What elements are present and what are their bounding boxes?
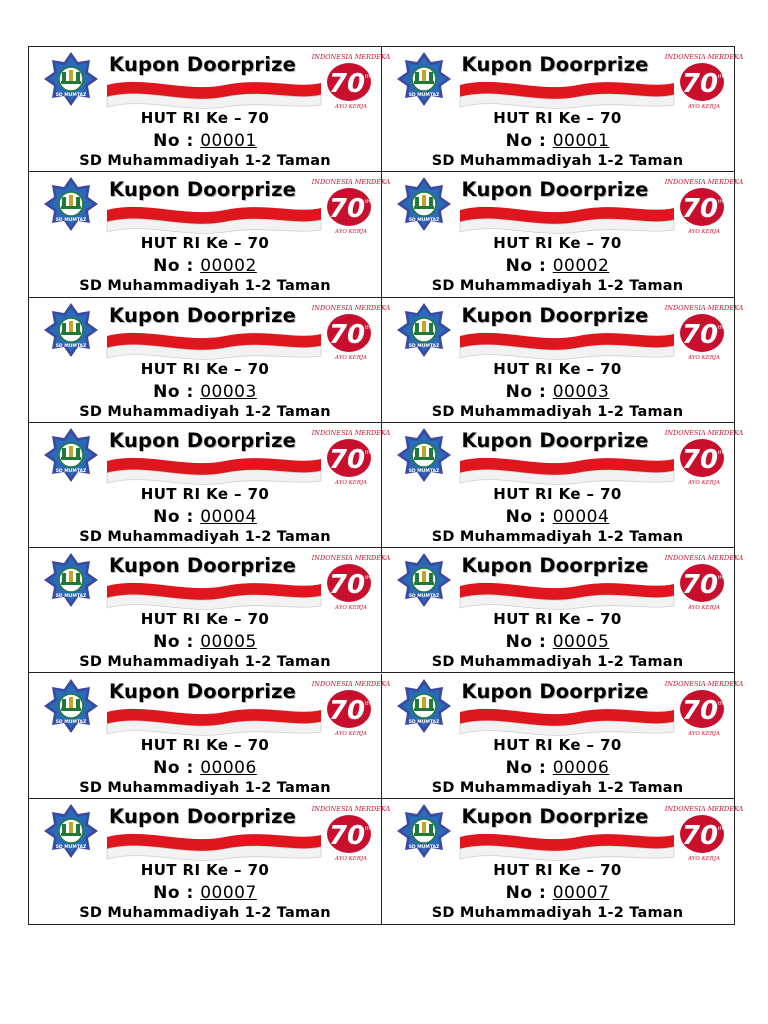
svg-text:INDONESIA MERDEKA: INDONESIA MERDEKA (664, 178, 743, 187)
coupon-number (382, 382, 734, 402)
svg-text:th: th (717, 575, 723, 582)
number-value: 00002 (552, 256, 610, 277)
coupon-number (382, 256, 734, 276)
svg-text:70: 70 (681, 194, 718, 225)
school-logo-icon (42, 553, 100, 607)
school-logo-icon (42, 679, 100, 733)
svg-text:AYO KERJA: AYO KERJA (687, 354, 720, 361)
event-name: HUT RI Ke – 70 (493, 860, 622, 879)
indonesia-merdeka-70-badge (664, 50, 743, 110)
coupon-title: Kupon Doorprize (461, 804, 649, 828)
doorprize-coupon-right (382, 47, 743, 172)
number-label: No : (505, 882, 553, 903)
svg-text:INDONESIA MERDEKA: INDONESIA MERDEKA (664, 679, 743, 688)
coupon-number (29, 507, 381, 527)
doorprize-coupon-left (29, 423, 391, 548)
svg-text:th: th (365, 575, 371, 582)
event-name: HUT RI Ke – 70 (140, 234, 270, 253)
svg-text:AYO KERJA: AYO KERJA (334, 479, 368, 486)
svg-text:th: th (365, 700, 371, 707)
coupon-title: Kupon Doorprize (461, 178, 649, 202)
doorprize-coupon-right (382, 298, 743, 423)
svg-text:INDONESIA MERDEKA: INDONESIA MERDEKA (311, 554, 391, 563)
indonesia-merdeka-70-badge (664, 551, 743, 612)
school-name: SD Muhammadiyah 1-2 Taman (431, 528, 684, 545)
school-name: SD Muhammadiyah 1-2 Taman (79, 403, 331, 420)
red-white-flag-ribbon (458, 326, 676, 360)
doorprize-coupon-right (382, 799, 743, 924)
red-white-flag-ribbon (458, 451, 676, 485)
svg-text:70: 70 (681, 444, 718, 475)
coupon-sheet (28, 46, 743, 925)
number-label: No : (505, 256, 553, 277)
event-name: HUT RI Ke – 70 (140, 484, 270, 503)
red-white-flag-ribbon (105, 576, 323, 610)
coupon-title: Kupon Doorprize (461, 554, 649, 578)
red-white-flag-ribbon (458, 75, 676, 109)
coupon-number (382, 131, 734, 151)
school-logo-icon (395, 553, 453, 607)
indonesia-merdeka-70-badge (664, 175, 743, 236)
svg-text:SD MUMTAZ: SD MUMTAZ (55, 343, 87, 349)
svg-text:th: th (717, 700, 723, 707)
school-logo-icon (395, 177, 453, 231)
number-label: No : (505, 131, 553, 151)
school-logo-icon (395, 52, 453, 106)
event-name: HUT RI Ke – 70 (493, 234, 622, 253)
number-label: No : (153, 506, 201, 527)
svg-text:AYO KERJA: AYO KERJA (334, 605, 368, 612)
coupon-row (29, 799, 743, 924)
number-value: 00007 (552, 882, 610, 903)
svg-text:SD MUMTAZ: SD MUMTAZ (55, 218, 87, 224)
indonesia-merdeka-70-badge (311, 551, 391, 612)
svg-text:SD MUMTAZ: SD MUMTAZ (55, 594, 87, 600)
doorprize-coupon-left (29, 47, 391, 172)
svg-text:70: 70 (328, 444, 366, 475)
svg-text:70: 70 (681, 570, 718, 601)
svg-text:AYO KERJA: AYO KERJA (687, 605, 720, 612)
event-name: HUT RI Ke – 70 (493, 359, 622, 378)
number-value: 00007 (200, 882, 257, 903)
svg-text:AYO KERJA: AYO KERJA (334, 354, 368, 361)
svg-text:INDONESIA MERDEKA: INDONESIA MERDEKA (664, 804, 743, 813)
coupon-row (29, 674, 743, 799)
doorprize-coupon-left (29, 172, 391, 297)
red-white-flag-ribbon (105, 75, 323, 109)
number-value: 00001 (552, 131, 610, 151)
svg-text:th: th (717, 324, 723, 331)
number-value: 00005 (552, 632, 610, 653)
svg-text:70: 70 (681, 695, 718, 726)
coupon-title: Kupon Doorprize (109, 804, 297, 828)
event-name: HUT RI Ke – 70 (493, 484, 622, 503)
red-white-flag-ribbon (105, 200, 323, 234)
school-logo-icon (42, 303, 100, 357)
number-value: 00005 (200, 632, 257, 653)
number-label: No : (153, 131, 201, 151)
svg-text:th: th (717, 74, 723, 80)
school-name: SD Muhammadiyah 1-2 Taman (431, 403, 684, 420)
svg-text:SD MUMTAZ: SD MUMTAZ (408, 468, 439, 474)
coupon-title: Kupon Doorprize (109, 679, 297, 703)
svg-text:70: 70 (681, 820, 718, 851)
svg-text:70: 70 (328, 69, 366, 99)
svg-text:AYO KERJA: AYO KERJA (687, 855, 720, 862)
svg-text:AYO KERJA: AYO KERJA (334, 730, 368, 737)
svg-text:70: 70 (328, 695, 366, 726)
svg-text:SD MUMTAZ: SD MUMTAZ (408, 93, 439, 98)
red-white-flag-ribbon (105, 451, 323, 485)
coupon-number (382, 883, 734, 903)
svg-text:SD MUMTAZ: SD MUMTAZ (55, 93, 87, 98)
coupon-title: Kupon Doorprize (109, 178, 297, 202)
event-name: HUT RI Ke – 70 (493, 735, 622, 754)
coupon-number (29, 382, 381, 402)
svg-text:INDONESIA MERDEKA: INDONESIA MERDEKA (311, 303, 391, 312)
svg-text:INDONESIA MERDEKA: INDONESIA MERDEKA (311, 178, 391, 187)
svg-text:AYO KERJA: AYO KERJA (687, 104, 720, 110)
indonesia-merdeka-70-badge (311, 301, 391, 361)
svg-text:AYO KERJA: AYO KERJA (687, 479, 720, 486)
svg-text:INDONESIA MERDEKA: INDONESIA MERDEKA (311, 53, 391, 61)
school-name: SD Muhammadiyah 1-2 Taman (79, 153, 331, 169)
red-white-flag-ribbon (105, 326, 323, 360)
school-name: SD Muhammadiyah 1-2 Taman (431, 779, 684, 796)
number-label: No : (153, 882, 201, 903)
svg-text:SD MUMTAZ: SD MUMTAZ (408, 218, 439, 224)
event-name: HUT RI Ke – 70 (140, 735, 270, 754)
number-label: No : (505, 381, 553, 402)
coupon-title: Kupon Doorprize (109, 554, 297, 578)
indonesia-merdeka-70-badge (311, 426, 391, 486)
event-name: HUT RI Ke – 70 (140, 860, 270, 879)
event-name: HUT RI Ke – 70 (493, 109, 622, 127)
school-logo-icon (395, 804, 453, 858)
svg-text:AYO KERJA: AYO KERJA (334, 855, 368, 862)
coupon-number (382, 632, 734, 652)
svg-text:INDONESIA MERDEKA: INDONESIA MERDEKA (311, 804, 391, 813)
coupon-title: Kupon Doorprize (461, 53, 649, 76)
doorprize-coupon-right (382, 172, 743, 297)
number-value: 00002 (200, 256, 257, 277)
school-name: SD Muhammadiyah 1-2 Taman (79, 904, 331, 921)
doorprize-coupon-right (382, 548, 743, 673)
number-value: 00006 (552, 757, 610, 778)
coupon-number (29, 256, 381, 276)
svg-text:70: 70 (681, 69, 718, 99)
coupon-title: Kupon Doorprize (461, 679, 649, 703)
event-name: HUT RI Ke – 70 (493, 610, 622, 629)
school-logo-icon (42, 52, 100, 106)
school-name: SD Muhammadiyah 1-2 Taman (431, 904, 684, 921)
doorprize-coupon-left (29, 799, 391, 924)
number-label: No : (505, 632, 553, 653)
svg-text:th: th (365, 449, 371, 456)
doorprize-coupon-right (382, 674, 743, 799)
coupon-number (29, 632, 381, 652)
red-white-flag-ribbon (105, 702, 323, 736)
svg-text:INDONESIA MERDEKA: INDONESIA MERDEKA (664, 53, 743, 61)
coupon-row (29, 47, 743, 172)
svg-text:th: th (365, 324, 371, 331)
coupon-number (29, 131, 381, 151)
doorprize-coupon-left (29, 548, 391, 673)
indonesia-merdeka-70-badge (311, 50, 391, 110)
number-label: No : (153, 381, 201, 402)
svg-text:70: 70 (328, 820, 366, 851)
school-logo-icon (42, 177, 100, 231)
event-name: HUT RI Ke – 70 (140, 109, 270, 127)
number-label: No : (505, 506, 553, 527)
svg-text:INDONESIA MERDEKA: INDONESIA MERDEKA (311, 679, 391, 688)
indonesia-merdeka-70-badge (664, 677, 743, 737)
red-white-flag-ribbon (458, 576, 676, 610)
svg-text:SD MUMTAZ: SD MUMTAZ (408, 844, 439, 850)
svg-text:th: th (717, 449, 723, 456)
coupon-row (29, 423, 743, 548)
svg-text:SD MUMTAZ: SD MUMTAZ (408, 343, 439, 349)
school-logo-icon (395, 428, 453, 482)
coupon-row (29, 172, 743, 297)
red-white-flag-ribbon (458, 827, 676, 861)
coupon-number (382, 758, 734, 778)
coupon-row (29, 548, 743, 673)
svg-text:th: th (365, 199, 371, 206)
doorprize-coupon-right (382, 423, 743, 548)
number-value: 00003 (200, 381, 257, 402)
school-name: SD Muhammadiyah 1-2 Taman (79, 779, 331, 796)
svg-text:SD MUMTAZ: SD MUMTAZ (55, 719, 87, 725)
coupon-number (29, 758, 381, 778)
indonesia-merdeka-70-badge (664, 802, 743, 862)
svg-text:70: 70 (328, 319, 366, 350)
coupon-title: Kupon Doorprize (109, 303, 297, 327)
indonesia-merdeka-70-badge (311, 677, 391, 737)
svg-text:th: th (717, 825, 723, 832)
svg-text:70: 70 (681, 319, 718, 350)
number-value: 00003 (552, 381, 610, 402)
svg-text:INDONESIA MERDEKA: INDONESIA MERDEKA (664, 428, 743, 437)
coupon-number (29, 883, 381, 903)
number-label: No : (505, 757, 553, 778)
indonesia-merdeka-70-badge (664, 426, 743, 486)
svg-text:th: th (717, 199, 723, 206)
school-name: SD Muhammadiyah 1-2 Taman (79, 528, 331, 545)
svg-text:AYO KERJA: AYO KERJA (687, 730, 720, 737)
svg-text:th: th (365, 74, 371, 80)
coupon-title: Kupon Doorprize (461, 303, 649, 327)
coupon-row (29, 298, 743, 423)
svg-text:70: 70 (328, 570, 366, 601)
doorprize-coupon-left (29, 674, 391, 799)
school-logo-icon (42, 428, 100, 482)
svg-text:SD MUMTAZ: SD MUMTAZ (408, 594, 439, 600)
number-label: No : (153, 757, 201, 778)
event-name: HUT RI Ke – 70 (140, 359, 270, 378)
indonesia-merdeka-70-badge (664, 301, 743, 361)
svg-text:AYO KERJA: AYO KERJA (334, 104, 368, 110)
indonesia-merdeka-70-badge (311, 175, 391, 236)
number-label: No : (153, 256, 201, 277)
coupon-title: Kupon Doorprize (461, 428, 649, 452)
school-name: SD Muhammadiyah 1-2 Taman (79, 654, 331, 671)
svg-text:th: th (365, 825, 371, 832)
school-name: SD Muhammadiyah 1-2 Taman (79, 278, 331, 295)
number-label: No : (153, 632, 201, 653)
school-name: SD Muhammadiyah 1-2 Taman (431, 654, 684, 671)
svg-text:SD MUMTAZ: SD MUMTAZ (408, 719, 439, 725)
svg-text:AYO KERJA: AYO KERJA (687, 229, 720, 236)
school-logo-icon (42, 804, 100, 858)
number-value: 00004 (200, 506, 257, 527)
red-white-flag-ribbon (458, 702, 676, 736)
number-value: 00001 (200, 131, 257, 151)
number-value: 00006 (200, 757, 257, 778)
svg-text:70: 70 (328, 194, 366, 225)
svg-text:INDONESIA MERDEKA: INDONESIA MERDEKA (664, 303, 743, 312)
number-value: 00004 (552, 506, 610, 527)
event-name: HUT RI Ke – 70 (140, 610, 270, 629)
school-name: SD Muhammadiyah 1-2 Taman (431, 153, 684, 169)
red-white-flag-ribbon (458, 200, 676, 234)
school-logo-icon (395, 303, 453, 357)
coupon-title: Kupon Doorprize (109, 428, 297, 452)
svg-text:INDONESIA MERDEKA: INDONESIA MERDEKA (664, 554, 743, 563)
doorprize-coupon-left (29, 298, 391, 423)
coupon-number (382, 507, 734, 527)
svg-text:SD MUMTAZ: SD MUMTAZ (55, 468, 87, 474)
svg-text:INDONESIA MERDEKA: INDONESIA MERDEKA (311, 428, 391, 437)
svg-text:AYO KERJA: AYO KERJA (334, 229, 368, 236)
indonesia-merdeka-70-badge (311, 802, 391, 862)
red-white-flag-ribbon (105, 827, 323, 861)
school-logo-icon (395, 679, 453, 733)
school-name: SD Muhammadiyah 1-2 Taman (431, 278, 684, 295)
svg-text:SD MUMTAZ: SD MUMTAZ (55, 844, 87, 850)
coupon-title: Kupon Doorprize (109, 53, 297, 76)
